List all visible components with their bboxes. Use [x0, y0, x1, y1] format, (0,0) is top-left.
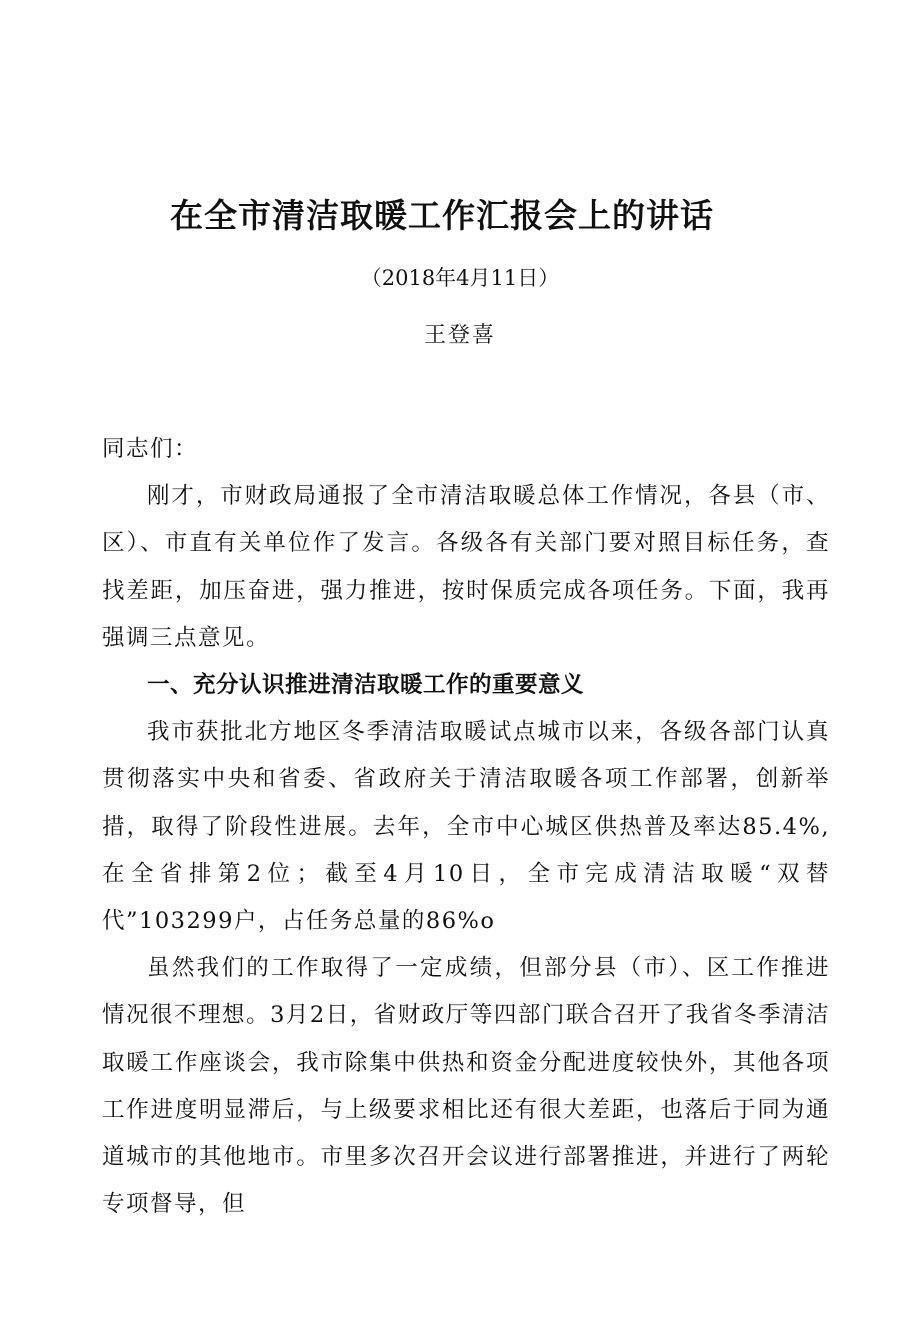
paragraph-problems: 虽然我们的工作取得了一定成绩，但部分县（市）、区工作推进情况很不理想。3月2日，省财政厅等四部门联合召开了我省冬季清洁取暖工作座谈会，我市除集中供热和资金分配进度较快外，其他各项工作进度明显滞后，与上级要求相比还有很大差距，也落后于同为通道城市的其他地市。市里多次召开会议进行部署推进，并进行了两轮专项督导，但 [102, 955, 830, 1218]
speech-body [102, 426, 830, 1228]
section-heading: 一、充分认识推进清洁取暖工作的重要意义 [147, 672, 585, 699]
document-title: 在全市清洁取暖工作汇报会上的讲话 [170, 196, 714, 235]
speaker-name: 王登喜 [423, 323, 496, 348]
greeting: 同志们： [102, 436, 199, 462]
paragraph-opening: 刚才，市财政局通报了全市清洁取暖总体工作情况，各县（市、区）、市直有关单位作了发言。各级各有关部门要对照目标任务，查找差距，加压奋进，强力推进，按时保质完成各项任务。下面，我再强调三点意见。 [102, 483, 830, 651]
paragraph-progress: 我市获批北方地区冬季清洁取暖试点城市以来，各级各部门认真贯彻落实中央和省委、省政府关于清洁取暖各项工作部署，创新举措，取得了阶段性进展。去年，全市中心城区供热普及率达85.4%,在全省排第2位；截至4月10日，全市完成清洁取暖“双替代”103299户，占任务总量的86%o [102, 719, 830, 935]
speech-date: （2018年4月11日） [360, 266, 560, 290]
